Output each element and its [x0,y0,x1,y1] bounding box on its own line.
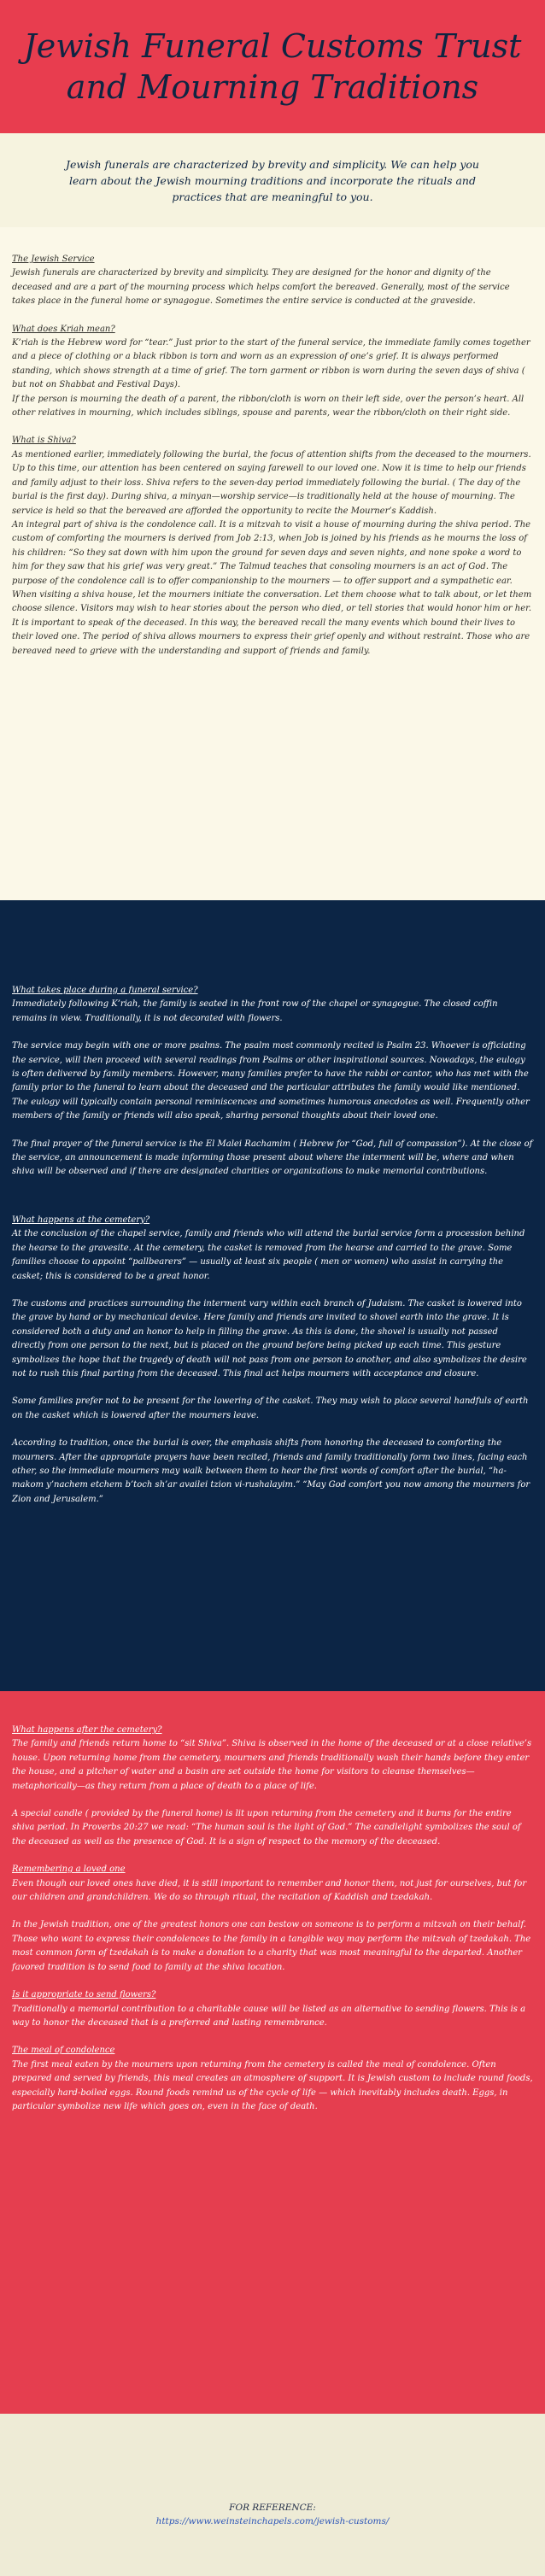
after-heading: What happens after the cemetery? [12,1725,162,1735]
remember-heading: Remembering a loved one [12,1865,126,1875]
reference-label: FOR REFERENCE: [229,2503,316,2513]
remember-text-2: In the Jewish tradition, one of the greatest honors one can bestow on someone is to perform a mitzvah on their behalf. Those who want to express their condolences to the family in a tangible way may perform the mitzvah of tzedakah. The most common form of tzedakah is to make a donation to a charity that was most meaningful to the departed. Another favored tradition is to send food to family at the shiva location. [12,1920,531,1972]
after-text-1: The family and friends return home to “sit Shiva”. Shiva is observed in the home of the deceased or at a close relative’s house. Upon returning home from the cemetery, mourners and friends traditionally wash their hands before they enter the house, and a pitcher of water and a basin are set outside the home for visitors to cleanse themselves—metaphorically—as they return from a place of death to a place of life. [12,1739,532,1791]
reference-link[interactable]: https://www.weinsteinchapels.com/jewish-customs/ [155,2516,390,2526]
jewish-service-section [0,227,545,900]
reference-footer [0,2414,545,2576]
funeral-heading: What takes place during a funeral service? [12,986,198,995]
page-title: Jewish Funeral Customs Trust and Mourning Traditions [23,27,522,106]
service-text: Jewish funerals are characterized by brevity and simplicity. They are designed for the honor and dignity of the deceased and are a part of the mourning process which helps comfort the bereaved. Generally, most of the service takes place in the funeral home or synagogue. Sometimes the entire service is conducted at the graveside. [12,268,510,307]
meal-text: The first meal eaten by the mourners upon returning from the cemetery is called the meal of condolence. Often prepared and served by friends, this meal creates an atmosphere of support. It is Jewish custom to include round foods, especially hard-boiled eggs. Round foods remind us of the cycle of life — which inevitably includes death. Eggs, in particular symbolize new life which goes on, even in the face of death. [12,2059,533,2111]
kriah-text-1: K’riah is the Hebrew word for “tear.” Just prior to the start of the funeral service, the immediate family comes together and a piece of clothing or a black ribbon is torn and worn as an expression of one’s grief. It is always performed standing, which shows strength at a time of grief. The torn garment or ribbon is worn during the seven days of shiva ( but not on Shabbat and Festival Days). [12,338,530,390]
cemetery-text-3: Some families prefer not to be present for the lowering of the casket. They may wish to place several handfuls of earth on the casket which is lowered after the mourners leave. [12,1396,529,1420]
flowers-text: Traditionally a memorial contribution to a charitable cause will be listed as an alternative to sending flowers. This is a way to honor the deceased that is a preferred and lasting remembrance. [12,2004,526,2028]
flowers-heading: Is it appropriate to send flowers? [12,1990,156,2000]
kriah-heading: What does Kriah mean? [12,324,115,334]
shiva-heading: What is Shiva? [12,436,76,446]
cemetery-text-2: The customs and practices surrounding the interment vary within each branch of Judaism. The casket is lowered into the grave by hand or by mechanical device. Here family and friends are invited to shovel earth into the grave. It is considered both a duty and an honor to help in filling the grave. As this is done, the shovel is usually not passed directly from one person to the next, but is placed on the ground before being picked up each time. This gesture symbolizes the hope that the tragedy of death will not pass from one person to another, and also symbolizes the desire not to rush this final parting from the deceased. This final act helps mourners with acceptance and closure. [12,1298,527,1379]
cemetery-text-4: According to tradition, once the burial is over, the emphasis shifts from honoring the deceased to comforting the mourners. After the appropriate prayers have been recited, friends and family traditionally form two lines, facing each other, so the immediate mourners may walk between them to hear the first words of comfort after the burial, “ha-makom y’nachem etchem b’toch sh’ar availei tzion vi-rushalayim.” “May God comfort you now among the mourners for Zion and Jerusalem.” [12,1438,530,1504]
intro-section [0,133,545,227]
funeral-service-section [0,900,545,1691]
shiva-text-1: As mentioned earlier, immediately following the burial, the focus of attention shifts from the deceased to the mourners. Up to this time, our attention has been centered on saying farewell to our loved one. Now it is time to help our friends and family adjust to their loss. Shiva refers to the seven-day period immediately following the burial. ( The day of the burial is the first day). During shiva, a minyan—worship service—is traditionally held at the house of mourning. The service is held so that the bereaved are afforded the opportunity to recite the Mourner’s Kaddish. [12,449,531,516]
shiva-text-2: An integral part of shiva is the condolence call. It is a mitzvah to visit a house of mourning during the shiva period. The custom of comforting the mourners is derived from Job 2:13, when Job is joined by his friends as he mourns the loss of his children: “So they sat down with him upon the ground for seven days and seven nights, and none spoke a word to him for they saw that his grief was very great.” The Talmud teaches that consoling mourners is an act of God. The purpose of the condolence call is to offer companionship to the mourners — to offer support and a sympathetic ear. When visiting a shiva house, let the mourners initiate the conversation. Let them choose what to talk about, or let them choose silence. Visitors may wish to hear stories about the person who died, or tell stories that would honor him or her. It is important to speak of the deceased. In this way, the bereaved recall the many events which bound their lives to their loved one. The period of shiva allows mourners to express their grief openly and without restraint. Those who are bereaved need to grieve with the understanding and support of friends and family. [12,519,532,656]
funeral-text-1: Immediately following K’riah, the family is seated in the front row of the chapel or synagogue. The closed coffin remains in view. Traditionally, it is not decorated with flowers. [12,999,498,1023]
cemetery-heading: What happens at the cemetery? [12,1215,150,1225]
remember-text-1: Even though our loved ones have died, it is still important to remember and honor them, not just for ourselves, but for our children and grandchildren. We do so through ritual, the recitation of Kaddish and tzedakah. [12,1878,527,1903]
cemetery-text-1: At the conclusion of the chapel service, family and friends who will attend the burial service form a procession behind the hearse to the gravesite. At the cemetery, the casket is removed from the hearse and carried to the grave. Some families choose to appoint “pallbearers” — usually at least six people ( men or women) who assist in carrying the casket; this is considered to be a great honor. [12,1229,525,1281]
after-text-2: A special candle ( provided by the funeral home) is lit upon returning from the cemetery and it burns for the entire shiva period. In Proverbs 20:27 we read: “The human soul is the light of God.” The candlelight symbolizes the soul of the deceased as well as the presence of God. It is a sign of respect to the memory of the deceased. [12,1809,521,1847]
meal-heading: The meal of condolence [12,2046,115,2056]
service-heading: The Jewish Service [12,255,95,264]
intro-text: Jewish funerals are characterized by brevity and simplicity. We can help you learn about the Jewish mourning traditions and incorporate the rituals and practices that are meaningful to you. [66,157,479,203]
after-cemetery-section [0,1691,545,2414]
funeral-text-3: The final prayer of the funeral service is the El Malei Rachamim ( Hebrew for “God, full of compassion”). At the close of the service, an announcement is made informing those present about where the interment will be, where and when shiva will be observed and if there are designated charities or organizations to make memorial contributions. [12,1139,533,1177]
funeral-text-2: The service may begin with one or more psalms. The psalm most commonly recited is Psalm 23. Whoever is officiating the service, will then proceed with several readings from Psalms or other inspirational sources. Nowadays, the eulogy is often delivered by family members. However, many families prefer to have the rabbi or cantor, who has met with the family prior to the funeral to learn about the deceased and the particular attributes the family would like mentioned. The eulogy will typically contain personal reminiscences and sometimes humorous anecdotes as well. Frequently other members of the family or friends will also speak, sharing personal thoughts about their loved one. [12,1041,530,1121]
kriah-text-2: If the person is mourning the death of a parent, the ribbon/cloth is worn on their left side, over the person’s heart. All other relatives in mourning, which includes siblings, spouse and parents, wear the ribbon/cloth on their right side. [12,394,524,419]
page-header [0,0,545,133]
